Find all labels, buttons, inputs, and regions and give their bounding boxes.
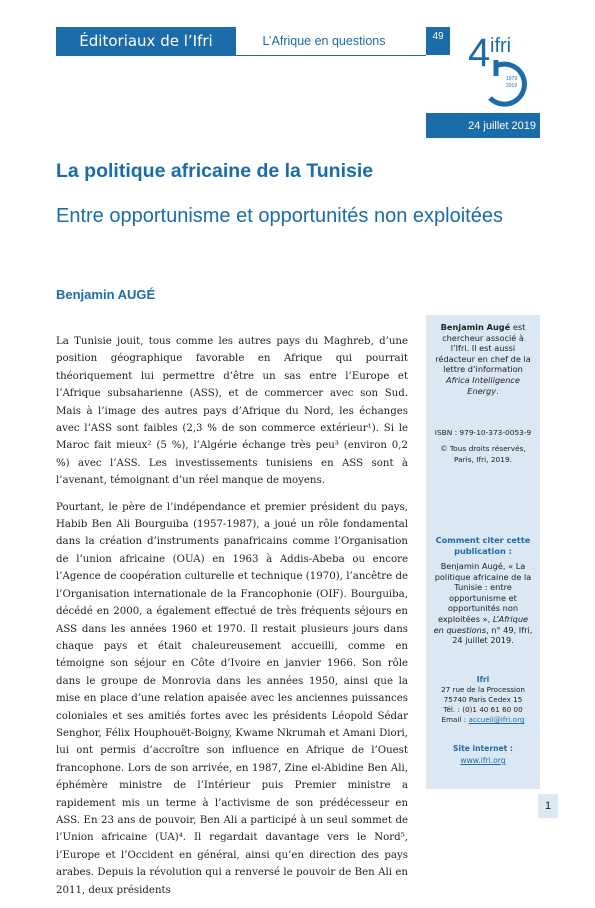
org-name: Ifri xyxy=(476,675,490,684)
site-link[interactable]: www.ifri.org xyxy=(460,756,506,765)
ifri-40-years-logo xyxy=(466,28,546,108)
issue-number: 49 xyxy=(426,27,450,55)
publication-date: 24 juillet 2019 xyxy=(426,113,540,138)
cite-body: Benjamin Augé, « La politique africaine de la Tunisie : entre opportunisme et opportunités non exploitées », xyxy=(434,561,532,624)
page-number: 1 xyxy=(538,794,558,818)
body-paragraph-2: Pourtant, le père de l’indépendance et premier président du pays, Habib Ben Ali Bourguiba (1957-1987), a joué un rôle fondamental dans la création d’instruments panafricains comme l’Organisation de l’union africaine (OUA) en 1963 à Addis-Abeba ou encore l’Agence de coopération culturelle et technique (1970), l’ancêtre de l’Organisation internationale de la Francophonie (OIF). Bourguiba, décédé en 2000, a également effectué de très fréquents séjours en ASS dans les années 1960 et 1970. Il restait plusieurs jours dans chaque pays et était chaleureusement accueilli, comme en témoigne son séjour en Côte d’Ivoire en janvier 1966. Son rôle dans le groupe de Monrovia dans les années 1950, ainsi que la mise en place d’une relation apaisée avec les anciennes puissances coloniales et ses amitiés fortes avec les présidents Léopold Sédar Senghor, Félix Houphouët-Boigny, Kwame Nkrumah et Amani Diori, lui ont permis d’accroître son influence en Afrique de l’Ouest francophone. Lors de son arrivée, en 1987, Zine el-Abidine Ben Ali, éphémère ministre de l’Intérieur puis Premier ministre a rapidement mis un terme à l’activisme de son prédécesseur en ASS. En 23 ans de pouvoir, Ben Ali a participé à un seul sommet de l’Union africaine (UA)⁴. Il regardait davantage vers le Nord⁵, l’Europe et l’Occident en général, ainsi qu’en direction des pays arabes. Depuis la révolution qui a renversé le pouvoir de Ben Ali en 2011, deux présidents xyxy=(56,501,408,896)
header-divider xyxy=(56,55,426,56)
page-title: La politique africaine de la Tunisie xyxy=(56,160,374,182)
email-link[interactable]: accueil@ifri.org xyxy=(468,715,525,724)
address-line-1: 27 rue de la Procession xyxy=(441,685,525,694)
copyright: © Tous droits réservés, Paris, Ifri, 2019. xyxy=(440,444,526,464)
series-title: Éditoriaux de l’Ifri xyxy=(56,27,236,55)
collection-title: L’Afrique en questions xyxy=(262,34,386,48)
sidebar-newsletter: Africa Intelligence Energy xyxy=(446,374,520,396)
logo-year-top: 1979 xyxy=(506,76,518,82)
article-body xyxy=(56,333,408,908)
isbn: ISBN : 979-10-373-0053-9 xyxy=(434,428,532,437)
cite-heading: Comment citer cette publication : xyxy=(435,535,531,556)
sidebar-author-bio: est chercheur associé à l’Ifri. Il est aussi rédacteur en chef de la lettre d’information xyxy=(435,322,531,375)
email-label: Email : xyxy=(441,715,467,724)
logo-text: ifri xyxy=(490,35,512,57)
cite-tail: , n° 49, Ifri, 24 juillet 2019. xyxy=(452,624,533,646)
email-line xyxy=(432,715,534,725)
page-subtitle: Entre opportunisme et opportunités non exploitées xyxy=(56,205,503,227)
phone: Tél. : (0)1 40 61 60 00 xyxy=(443,705,523,714)
body-paragraph-1: La Tunisie jouit, tous comme les autres pays du Maghreb, d’une position géographique favorable en Afrique qui pourrait théoriquement lui permettre d’être un sas entre l’Europe et l’Afrique subsaharienne (ASS), et de commercer avec son Sud. Mais à l’image des autres pays d’Afrique du Nord, les échanges avec l’ASS sont faibles (2,3 % de son commerce extérieur¹). Si le Maroc fait mieux² (5 %), l’Algérie échange très peu³ (environ 0,2 %) avec l’ASS. Les investissements tunisiens en ASS sont à l’avenant, témoignant d’un réel manque de moyens. xyxy=(56,336,408,487)
cite-series: L’Afrique en questions xyxy=(433,613,529,635)
sidebar-author-name: Benjamin Augé xyxy=(440,322,511,332)
author-name: Benjamin AUGÉ xyxy=(56,287,156,302)
cite-text xyxy=(432,561,534,646)
logo-digit: 4 xyxy=(468,31,491,75)
address-line-2: 75740 Paris Cedex 15 xyxy=(443,695,523,704)
author-bio: Benjamin Augé est chercheur associé à l’Ifri. Il est aussi rédacteur en chef de la lettre d’information Africa Intelligence Energy. xyxy=(435,322,531,396)
site-label: Site internet : xyxy=(453,744,513,753)
address-block xyxy=(432,685,534,725)
site-line xyxy=(432,756,534,767)
logo-year-bottom: 2019 xyxy=(506,83,518,89)
